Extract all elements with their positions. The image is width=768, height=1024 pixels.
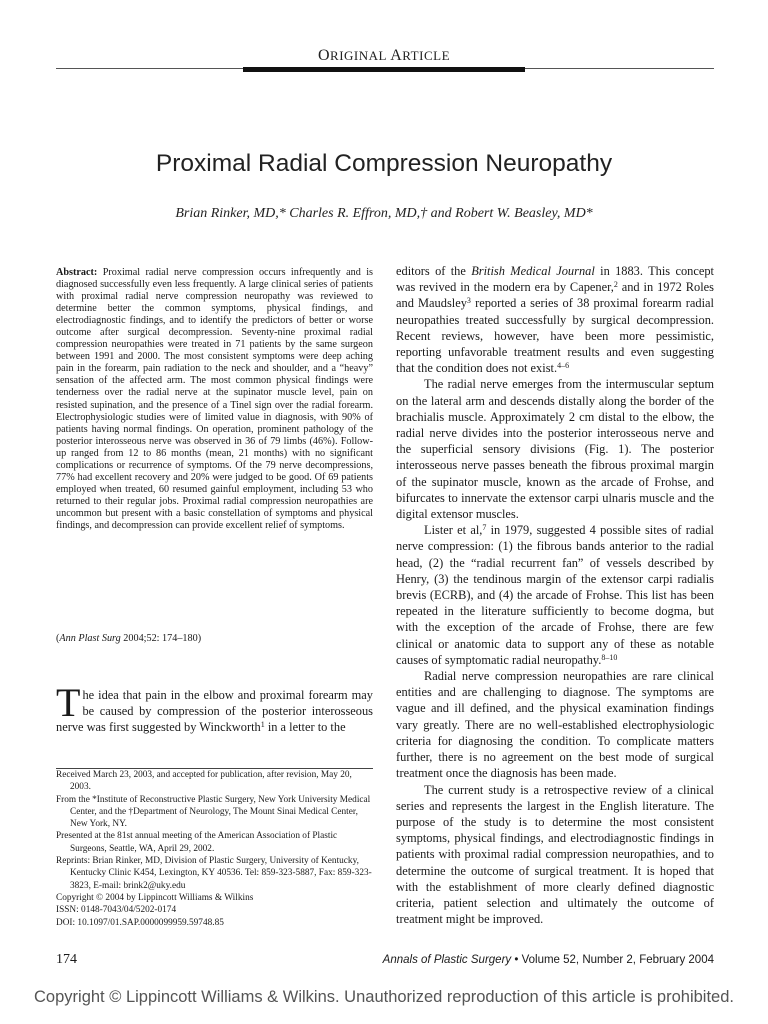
- footnotes: [56, 769, 373, 929]
- section-label: ORIGINAL ARTICLE: [317, 47, 451, 64]
- reference-marker: 1: [260, 720, 265, 730]
- footnote-received: Received March 23, 2003, and accepted for publication, after revision, May 20, 2003.: [56, 770, 352, 793]
- citation-details: 2004;52: 174–180): [123, 633, 202, 644]
- intro-paragraph: The idea that pain in the elbow and proximal forearm may be caused by compression of the posterior interosseous nerve was first suggested by Winckworth$^1$ in a letter to the: [56, 680, 373, 735]
- footnote-issn: ISSN: 0148-7043/04/5202-0174: [56, 905, 177, 916]
- footnote-copyright: Copyright © 2004 by Lippincott Williams & Wilkins: [56, 892, 254, 903]
- abstract-text: Proximal radial nerve compression occurs infrequently and is diagnosed successfully even less frequently. A large clinical series of patients with proximal radial nerve compression neuropathy was reviewed to determine better the common symptoms, physical findings, and electrodiagnostic findings, and to identify the predictors of better or worse outcome after surgical decompression. Seventy-nine proximal radial compression neuropathies were treated in 71 patients by the same surgeon between 1991 and 2000. The most consistent symptoms were deep aching pain in the forearm, pain radiation to the neck and shoulder, and a “heavy” sensation of the affected arm. The most common physical findings were tenderness over the radial nerve at the supinator muscle level, pain on resisted supination, and the presence of a Tinel sign over the radial forearm. Electrophysiologic studies were of limited value in diagnosis, with 90% of patients having normal findings. On operation, prominent pathology of the posterior interosseous nerve was observed in 36 of 79 limbs (46%). Follow-up ranged from 12 to 86 months (mean, 21 months) with no significant complications or recurrence of symptoms. Of the 79 nerve decompressions, 77% had excellent recovery and 20% were judged to be good. Of 69 patients employed when treated, 60 resumed gainful employment, including 53 who returned to their regular jobs. Proximal radial compression neuropathies are uncommon but present with a basic constellation of symptoms and physical findings, and decompression can provide excellent relief of symptoms.: [56, 267, 374, 531]
- body-paragraph-5: The current study is a retrospective review of a clinical series and represents the largest in the English literature. The purpose of the study is to determine the most consistent symptoms, physical findings, and electrodiagnostic findings in patients with proximal radial compression neuropathies, and to determine the outcome of surgical treatment. It is hoped that with the establishment of more clearly defined diagnostic criteria, patient selection and ultimately the outcome of treatment might be improved.: [396, 782, 714, 927]
- journal-name: Annals of Plastic Surgery: [382, 954, 512, 966]
- body-paragraph-2: The radial nerve emerges from the intermuscular septum on the lateral arm and descends distally along the border of the brachialis muscle. Approximately 2 cm distal to the elbow, the radial nerve divides into the posterior interosseous nerve and the superficial sensory divisions (Fig. 1). The posterior interosseous nerve passes beneath the fibrous proximal margin of the supinator muscle, known as the arcade of Frohse, and bifurcates to innervate the extensor carpi ulnaris muscle and the digital extensor muscles.: [396, 377, 714, 522]
- body-paragraph-1: editors of the British Medical Journal in 1883. This concept was revived in the modern era by Capener,$^2$ and in 1972 Roles and Maudsley$^3$ reported a series of 38 proximal forearm radial neuropathies treated successfully by surgical decompression. Recent reviews, however, have been more pessimistic, reporting unfavorable treatment results and even suggesting that the condition does not exist.$^{4-6}$: [396, 264, 715, 376]
- footnote-reprints: Reprints: Brian Rinker, MD, Division of Plastic Surgery, University of Kentucky, Kentucky Clinic K454, Lexington, KY 40536. Tel: 859-323-5887, Fax: 859-323-3823, E-mail: brink2@uky.edu: [56, 856, 372, 891]
- drop-cap: T: [56, 680, 81, 725]
- footnote-doi: DOI: 10.1097/01.SAP.0000099959.59748.85: [56, 917, 224, 928]
- page-number: 174: [56, 952, 77, 967]
- body-paragraph-4: Radial nerve compression neuropathies are rare clinical entities and are challenging to diagnose. The symptoms are vague and ill defined, and the physical examination findings vary greatly. There are no well-established electrophysiologic criteria for diagnosing the condition. To complicate matters further, there is no agreement on the best mode of surgical treatment once the diagnosis has been made.: [396, 669, 714, 781]
- abstract-label: Abstract:: [56, 267, 98, 278]
- header-rule-thick: [243, 67, 525, 72]
- journal-info: Annals of Plastic Surgery • Volume 52, Number 2, February 2004: [382, 954, 714, 966]
- citation: (Ann Plast Surg 2004;52: 174–180): [56, 633, 202, 644]
- body-paragraph-3: Lister et al,$^7$ in 1979, suggested 4 possible sites of radial nerve compression: (1) the fibrous bands anterior to the radial head, (2) the “radial recurrent fan” of vessels described by Henry, (3) the tendinous margin of the extensor carpi radialis brevis (ECRB), and (4) the arcade of Frohse. This list has been repeated in the literature sufficiently to become dogma, but with the exception of the arcade of Frohse, there are few clinical or anatomic data to support any of these as notable causes of symptomatic radial neuropathy.$^{8-10}$: [396, 523, 714, 667]
- citation-journal: Ann Plast Surg: [59, 633, 121, 644]
- abstract: [56, 267, 373, 532]
- journal-issue: Volume 52, Number 2, February 2004: [521, 954, 714, 966]
- footnote-presented: Presented at the 81st annual meeting of the American Association of Plastic Surgeons, Seattle, WA, April 29, 2002.: [56, 831, 338, 854]
- footnote-affiliations: From the *Institute of Reconstructive Plastic Surgery, New York University Medical Center, and the †Department of Neurology, The Mount Sinai Medical Center, New York, NY.: [56, 794, 371, 830]
- copyright-banner: Copyright © Lippincott Williams & Wilkins. Unauthorized reproduction of this article is prohibited.: [34, 988, 734, 1006]
- right-column: [396, 263, 714, 927]
- article-authors: Brian Rinker, MD,* Charles R. Effron, MD,† and Robert W. Beasley, MD*: [175, 206, 593, 221]
- article-title: Proximal Radial Compression Neuropathy: [155, 150, 613, 177]
